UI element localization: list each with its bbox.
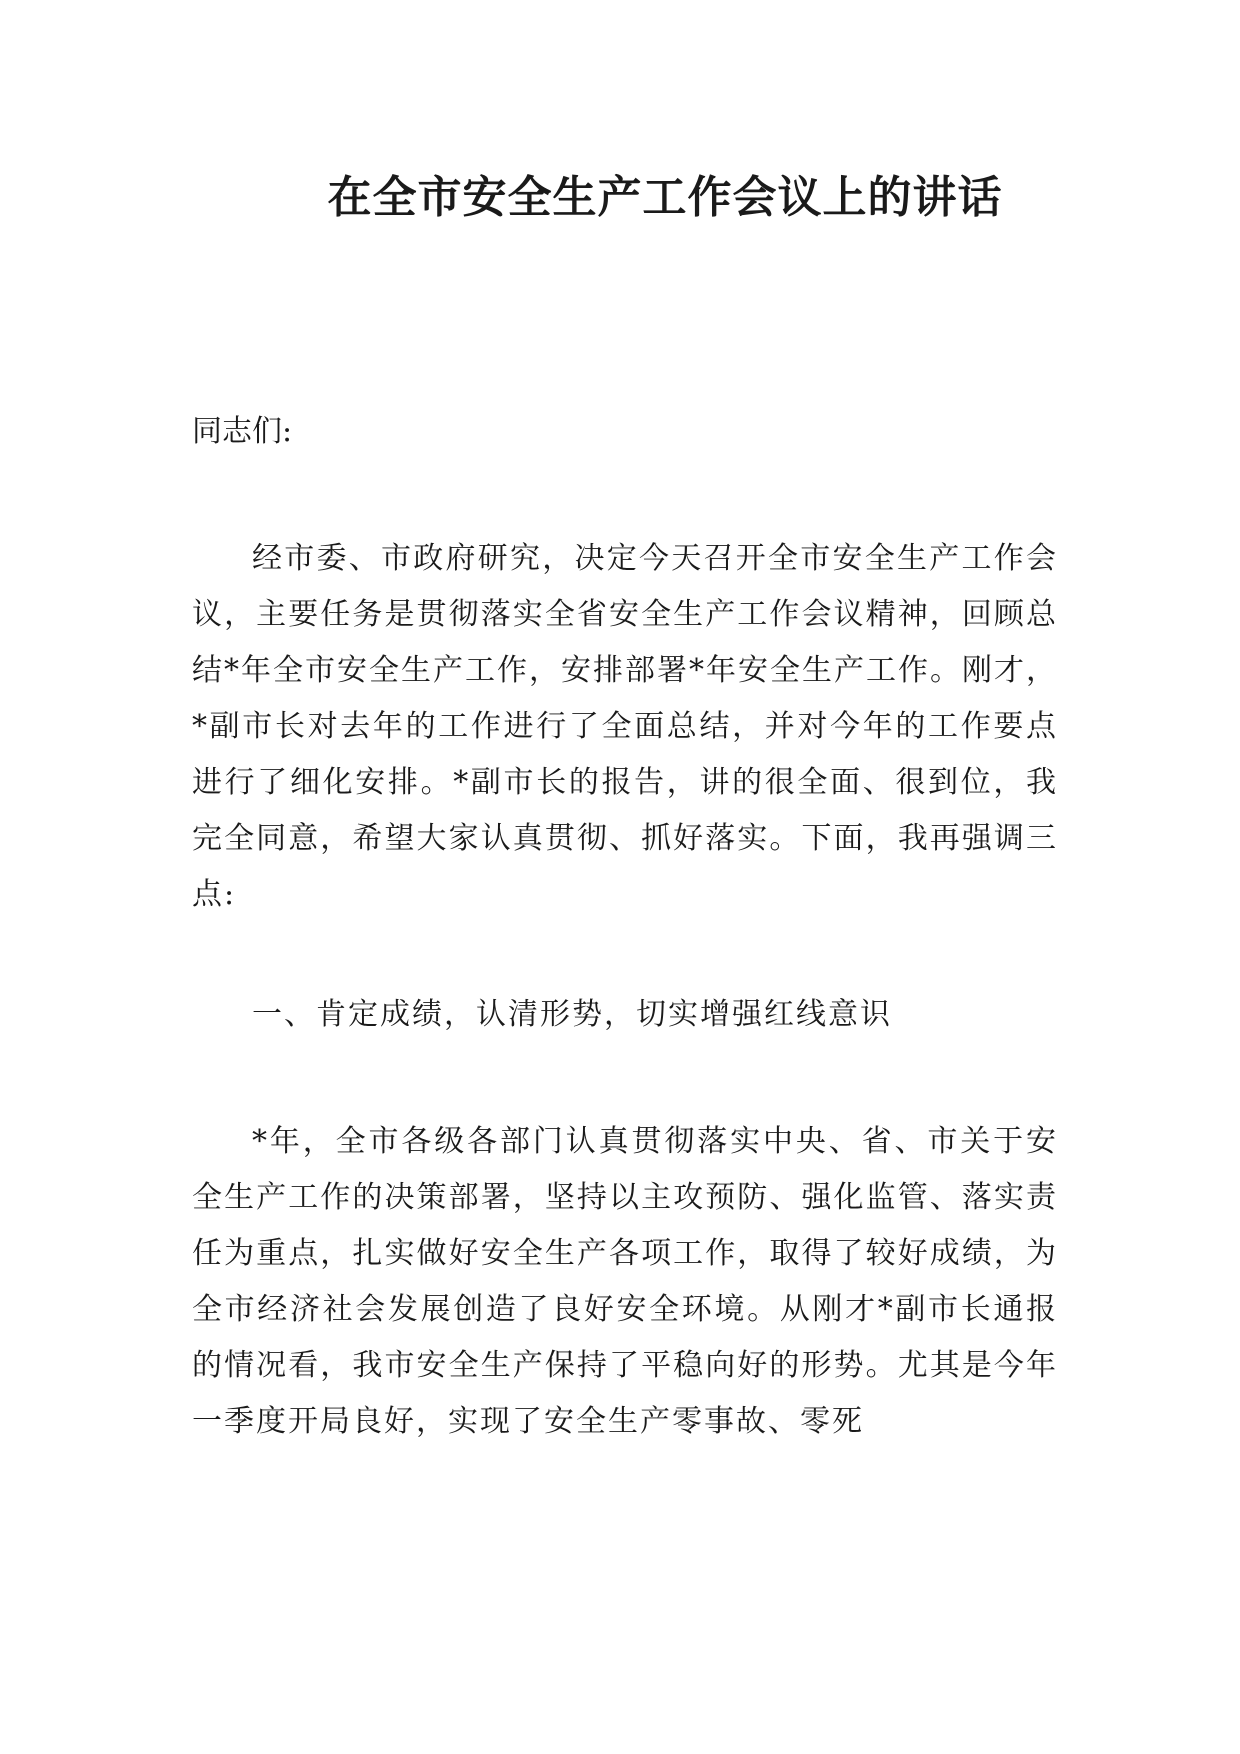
salutation: 同志们:	[192, 414, 293, 449]
section-heading-1: 一、肯定成绩，认清形势，切实增强红线意识	[252, 997, 892, 1032]
paragraph-intro: 经市委、市政府研究，决定今天召开全市安全生产工作会议，主要任务是贯彻落实全省安全生产工作会议精神，回顾总结*年全市安全生产工作，安排部署*年安全生产工作。刚才，*副市长对去年的工作进行了全面总结，并对今年的工作要点进行了细化安排。*副市长的报告，讲的很全面、很到位，我完全同意，希望大家认真贯彻、抓好落实。下面，我再强调三点:	[192, 541, 1058, 912]
paragraph-section-1: *年，全市各级各部门认真贯彻落实中央、省、市关于安全生产工作的决策部署，坚持以主攻预防、强化监管、落实责任为重点，扎实做好安全生产各项工作，取得了较好成绩，为全市经济社会发展创造了良好安全环境。从刚才*副市长通报的情况看，我市安全生产保持了平稳向好的形势。尤其是今年一季度开局良好，实现了安全生产零事故、零死	[192, 1124, 1058, 1439]
document-title: 在全市安全生产工作会议上的讲话	[327, 172, 1003, 223]
